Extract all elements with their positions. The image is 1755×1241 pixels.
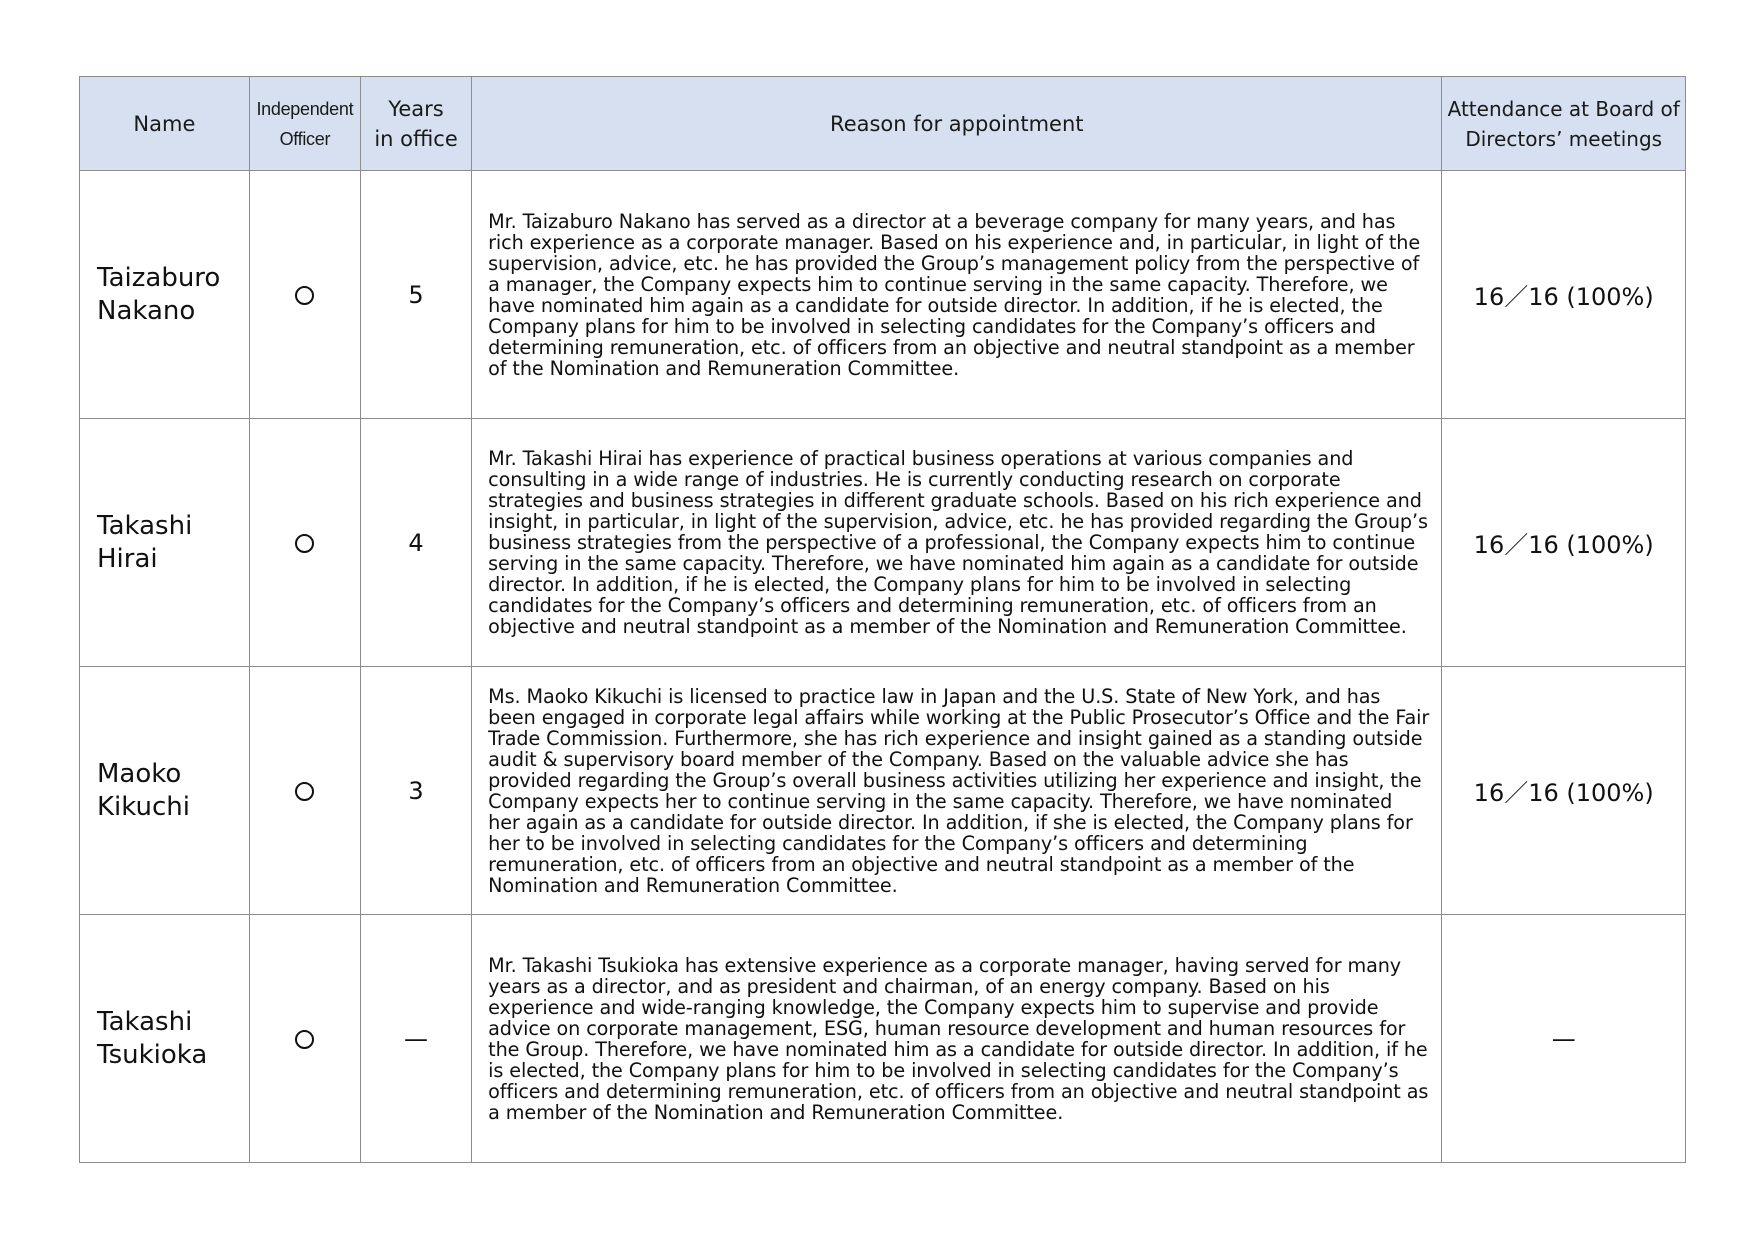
circle-mark-icon xyxy=(295,286,314,305)
header-reason-for-appointment xyxy=(472,77,1442,171)
attendance-cell: 16／16 (100%) xyxy=(1442,171,1686,419)
circle-mark-icon xyxy=(295,1030,314,1049)
candidate-first-name: Takashi xyxy=(97,1006,193,1037)
header-years-line1: Years xyxy=(388,96,444,121)
years-in-office-cell: 4 xyxy=(360,419,471,667)
table-row xyxy=(80,419,1686,667)
header-years-in-office xyxy=(360,77,471,171)
header-row xyxy=(80,77,1686,171)
candidate-name xyxy=(80,171,250,419)
header-independent-officer xyxy=(249,77,360,171)
candidate-first-name: Taizaburo xyxy=(97,262,221,293)
candidate-name xyxy=(80,915,250,1163)
circle-mark-icon xyxy=(295,782,314,801)
circle-mark-icon xyxy=(295,534,314,553)
candidate-first-name: Takashi xyxy=(97,510,193,541)
attendance-cell: — xyxy=(1442,915,1686,1163)
candidate-name xyxy=(80,419,250,667)
table-row xyxy=(80,171,1686,419)
header-name xyxy=(80,77,250,171)
attendance-cell: 16／16 (100%) xyxy=(1442,667,1686,915)
candidate-last-name: Hirai xyxy=(97,543,158,574)
independent-officer-cell xyxy=(249,419,360,667)
candidate-last-name: Kikuchi xyxy=(97,791,191,822)
header-name-label: Name xyxy=(133,111,196,136)
header-attendance xyxy=(1442,77,1686,171)
reason-for-appointment-cell: Mr. Takashi Tsukioka has extensive experience as a corporate manager, having served for many years as a director, and as president and chairman, of an energy company. Based on his experience and wide-ranging knowledge, the Company expects him to supervise and provide advice on corporate management, ESG, human resource development and human resources for the Group. Therefore, we have nominated him as a candidate for outside director. In addition, if he is elected, the Company plans for him to be involved in selecting candidates for the Company’s officers and determining remuneration, etc. of officers from an objective and neutral standpoint as a member of the Nomination and Remuneration Committee. xyxy=(472,915,1442,1163)
header-independent-line1: Independent xyxy=(256,98,354,119)
attendance-cell: 16／16 (100%) xyxy=(1442,419,1686,667)
independent-officer-cell xyxy=(249,667,360,915)
independent-officer-cell xyxy=(249,171,360,419)
candidate-last-name: Tsukioka xyxy=(97,1039,208,1070)
header-attendance-line2: Directors’ meetings xyxy=(1465,126,1663,151)
candidate-last-name: Nakano xyxy=(97,295,196,326)
reason-for-appointment-cell: Ms. Maoko Kikuchi is licensed to practice law in Japan and the U.S. State of New York, and has been engaged in corporate legal affairs while working at the Public Prosecutor’s Office and the Fair Trade Commission. Furthermore, she has rich experience and insight gained as a standing outside audit & supervisory board member of the Company. Based on the valuable advice she has provided regarding the Group’s overall business activities utilizing her experience and insight, the Company expects her to continue serving in the same capacity. Therefore, we have nominated her again as a candidate for outside director. In addition, if she is elected, the Company plans for her to be involved in selecting candidates for the Company’s officers and determining remuneration, etc. of officers from an objective and neutral standpoint as a member of the Nomination and Remuneration Committee. xyxy=(472,667,1442,915)
years-in-office-cell: 5 xyxy=(360,171,471,419)
reason-for-appointment-cell: Mr. Taizaburo Nakano has served as a director at a beverage company for many years, and has rich experience as a corporate manager. Based on his experience and, in particular, in light of the supervision, advice, etc. he has provided the Group’s management policy from the perspective of a manager, the Company expects him to continue serving in the same capacity. Therefore, we have nominated him again as a candidate for outside director. In addition, if he is elected, the Company plans for him to be involved in selecting candidates for the Company’s officers and determining remuneration, etc. of officers from an objective and neutral standpoint as a member of the Nomination and Remuneration Committee. xyxy=(472,171,1442,419)
years-in-office-cell: — xyxy=(360,915,471,1163)
reason-for-appointment-cell: Mr. Takashi Hirai has experience of practical business operations at various companies and consulting in a wide range of industries. He is currently conducting research on corporate strategies and business strategies in different graduate schools. Based on his rich experience and insight, in particular, in light of the supervision, advice, etc. he has provided regarding the Group’s business strategies from the perspective of a professional, the Company expects him to continue serving in the same capacity. Therefore, we have nominated him again as a candidate for outside director. In addition, if he is elected, the Company plans for him to be involved in selecting candidates for the Company’s officers and determining remuneration, etc. of officers from an objective and neutral standpoint as a member of the Nomination and Remuneration Committee. xyxy=(472,419,1442,667)
header-attendance-line1: Attendance at Board of xyxy=(1447,96,1680,121)
independent-officer-cell xyxy=(249,915,360,1163)
table-row xyxy=(80,667,1686,915)
header-years-line2: in office xyxy=(374,126,458,151)
candidate-name xyxy=(80,667,250,915)
table-row xyxy=(80,915,1686,1163)
header-reason-label: Reason for appointment xyxy=(830,111,1084,136)
years-in-office-cell: 3 xyxy=(360,667,471,915)
candidate-first-name: Maoko xyxy=(97,758,182,789)
outside-director-candidates-table xyxy=(79,76,1686,1163)
header-independent-line2: Officer xyxy=(279,128,331,149)
